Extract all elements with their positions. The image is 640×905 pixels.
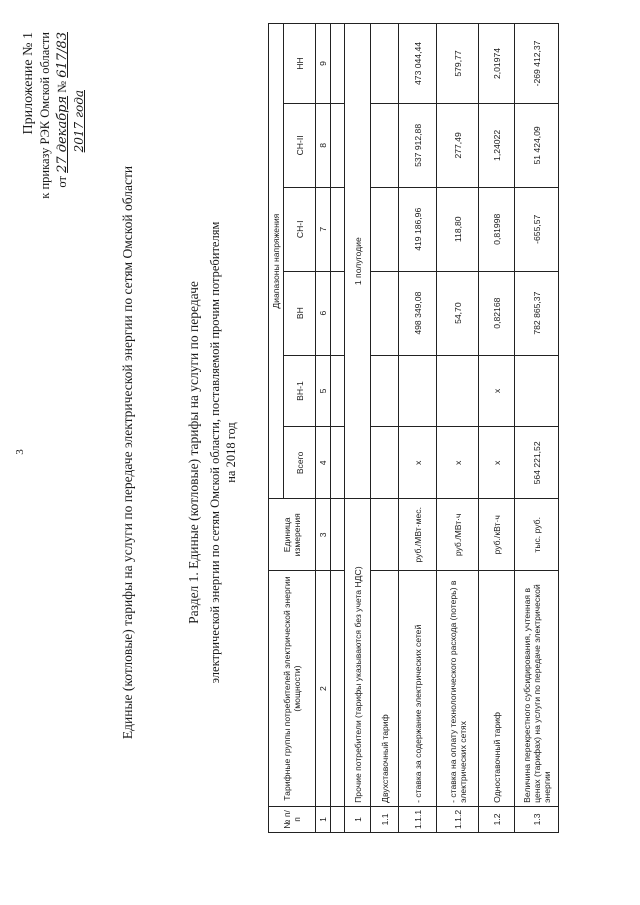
section-group: Прочие потребители (тарифы указываются без учета НДС) bbox=[345, 499, 371, 807]
row-no: 1.1 bbox=[371, 806, 399, 832]
row-nn bbox=[371, 24, 399, 104]
row-vn: 498 349,08 bbox=[399, 271, 437, 355]
row-vn: 782 865,37 bbox=[515, 271, 559, 355]
row-no: 1.3 bbox=[515, 806, 559, 832]
row-vn: 0,82168 bbox=[479, 271, 515, 355]
spacer-row bbox=[331, 24, 345, 833]
col-number: 1 bbox=[316, 806, 331, 832]
row-sn1: 118,80 bbox=[437, 187, 479, 271]
row-unit: руб./МВт·ч bbox=[437, 499, 479, 571]
section-no: 1 bbox=[345, 806, 371, 832]
row-total: х bbox=[437, 427, 479, 499]
appendix-date-row bbox=[54, 32, 71, 199]
row-vn1 bbox=[437, 355, 479, 427]
row-sn1: 419 186,96 bbox=[399, 187, 437, 271]
header-no: № п/п bbox=[269, 806, 316, 832]
col-number: 3 bbox=[316, 499, 331, 571]
row-sn2: 51 424,09 bbox=[515, 103, 559, 187]
row-vn: 54,70 bbox=[437, 271, 479, 355]
row-no: 1.1.1 bbox=[399, 806, 437, 832]
row-name: Двухставочный тариф bbox=[371, 571, 399, 807]
header-unit: Единица измерения bbox=[269, 499, 316, 571]
col-number: 4 bbox=[316, 427, 331, 499]
col-number: 9 bbox=[316, 24, 331, 104]
row-vn bbox=[371, 271, 399, 355]
section-subtitle-line-1: электрической энергии по сетям Омской области, поставляемой прочим потребителям bbox=[208, 221, 222, 684]
col-number: 8 bbox=[316, 103, 331, 187]
table-row bbox=[399, 24, 437, 833]
header-nn: НН bbox=[284, 24, 316, 104]
row-sn1: -655,57 bbox=[515, 187, 559, 271]
row-nn: -269 412,37 bbox=[515, 24, 559, 104]
header-voltage-ranges: Диапазоны напряжения bbox=[269, 24, 284, 499]
row-nn: 2,01974 bbox=[479, 24, 515, 104]
row-vn1 bbox=[371, 355, 399, 427]
appendix-block bbox=[20, 32, 88, 199]
appendix-title: Приложение № 1 bbox=[21, 32, 36, 135]
header-sn2: СН-II bbox=[284, 103, 316, 187]
tariff-table bbox=[268, 23, 559, 833]
page-number: 3 bbox=[14, 449, 26, 455]
row-unit bbox=[371, 499, 399, 571]
main-title: Единые (котловые) тарифы на услуги по передаче электрической энергии по сетям Омской области bbox=[120, 165, 135, 740]
header-group: Тарифные группы потребителей электрической энергии (мощности) bbox=[269, 571, 316, 807]
row-total: 564 221,52 bbox=[515, 427, 559, 499]
row-unit: руб./кВт·ч bbox=[479, 499, 515, 571]
row-total bbox=[371, 427, 399, 499]
table-row bbox=[515, 24, 559, 833]
header-vn1: ВН-1 bbox=[284, 355, 316, 427]
appendix-order-line: к приказу РЭК Омской области bbox=[38, 32, 52, 199]
table-row bbox=[479, 24, 515, 833]
number-sign: № bbox=[55, 80, 69, 93]
handwritten-year: 2017 года bbox=[72, 90, 86, 153]
row-sn2: 537 912,88 bbox=[399, 103, 437, 187]
header-total: Всего bbox=[284, 427, 316, 499]
date-prefix: от bbox=[55, 176, 69, 188]
row-name: Одноставочный тариф bbox=[479, 571, 515, 807]
row-no: 1.2 bbox=[479, 806, 515, 832]
col-number: 2 bbox=[316, 571, 331, 807]
section-subtitle bbox=[207, 20, 239, 885]
table-row bbox=[437, 24, 479, 833]
row-sn2: 277,49 bbox=[437, 103, 479, 187]
row-total: х bbox=[479, 427, 515, 499]
table-row bbox=[371, 24, 399, 833]
row-vn1 bbox=[399, 355, 437, 427]
header-sn1: СН-I bbox=[284, 187, 316, 271]
row-nn: 579,77 bbox=[437, 24, 479, 104]
section-subtitle-line-2: на 2018 год bbox=[224, 422, 238, 483]
row-unit: руб./МВт·мес. bbox=[399, 499, 437, 571]
row-sn2 bbox=[371, 103, 399, 187]
row-sn2: 1,24022 bbox=[479, 103, 515, 187]
row-unit: тыс. руб. bbox=[515, 499, 559, 571]
row-name: Величина перекрестного субсидирования, учтенная в ценах (тарифах) на услуги по передаче электрической энергии bbox=[515, 571, 559, 807]
section-title: Раздел 1. Единые (котловые) тарифы на услуги по передаче bbox=[186, 281, 201, 624]
row-no: 1.1.2 bbox=[437, 806, 479, 832]
col-number: 5 bbox=[316, 355, 331, 427]
col-number: 7 bbox=[316, 187, 331, 271]
row-vn1: х bbox=[479, 355, 515, 427]
handwritten-date: 27 декабря bbox=[55, 95, 70, 173]
row-sn1: 0,81998 bbox=[479, 187, 515, 271]
header-vn: ВН bbox=[284, 271, 316, 355]
row-vn1 bbox=[515, 355, 559, 427]
row-nn: 473 044,44 bbox=[399, 24, 437, 104]
row-name: - ставка за содержание электрических сетей bbox=[399, 571, 437, 807]
section-period: 1 полугодие bbox=[345, 24, 371, 499]
col-number: 6 bbox=[316, 271, 331, 355]
row-total: х bbox=[399, 427, 437, 499]
row-sn1 bbox=[371, 187, 399, 271]
handwritten-order-number: 617/83 bbox=[55, 32, 70, 78]
row-name: - ставка на оплату технологического расхода (потерь) в электрических сетях bbox=[437, 571, 479, 807]
header-row-1 bbox=[269, 24, 284, 833]
column-number-row bbox=[316, 24, 331, 833]
section-row bbox=[345, 24, 371, 833]
